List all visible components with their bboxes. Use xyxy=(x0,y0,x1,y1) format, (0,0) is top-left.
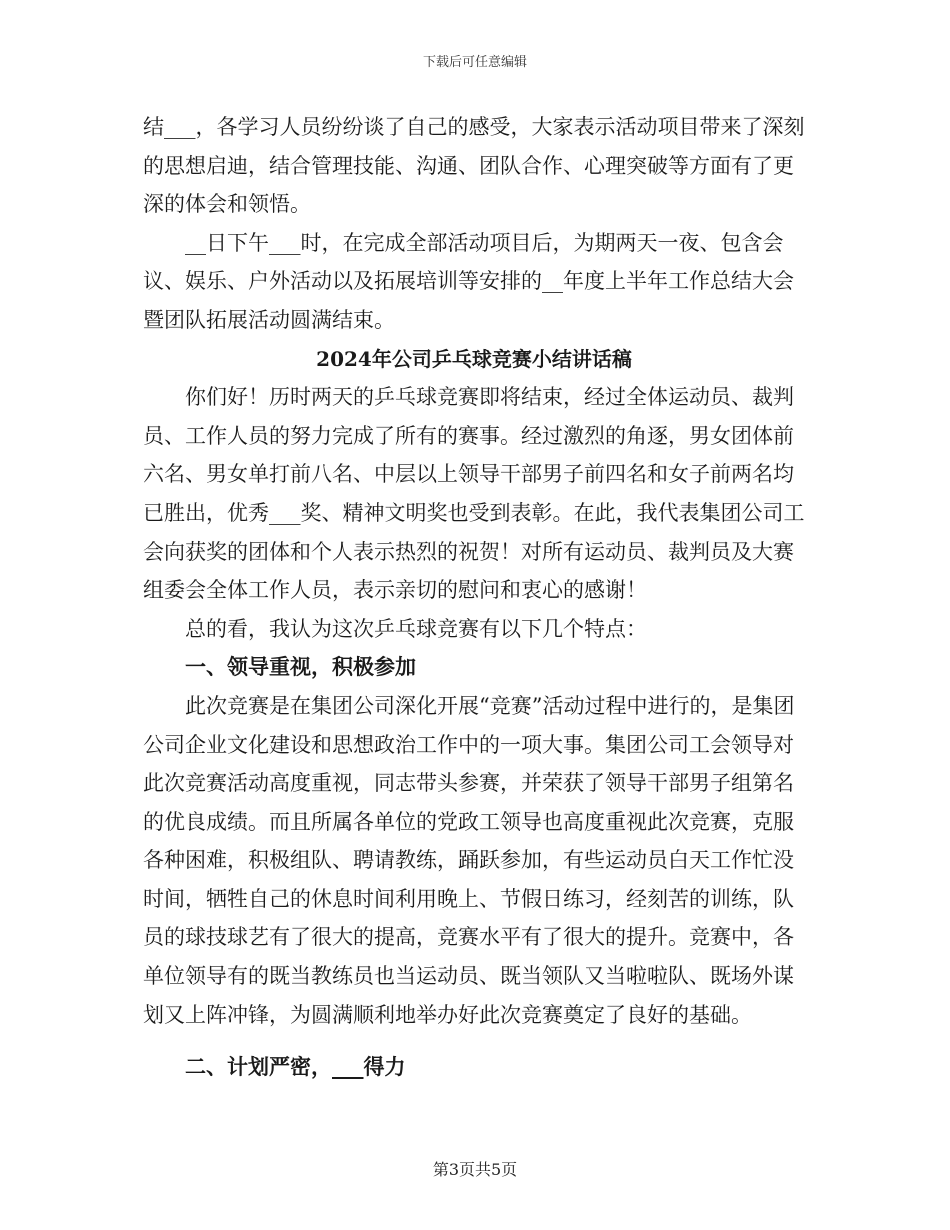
section-heading-2: 二、计划严密，___得力 xyxy=(185,1054,406,1080)
document-body xyxy=(143,108,805,1087)
section-heading-1: 一、领导重视，积极参加 xyxy=(185,654,416,680)
document-title: 2024年公司乒乓球竞赛小结讲话稿 xyxy=(316,346,632,371)
paragraph-leadership: 此次竞赛是在集团公司深化开展“竞赛”活动过程中进行的，是集团公司企业文化建设和思想政治工作中的一项大事。集团公司工会领导对此次竞赛活动高度重视，同志带头参赛，并荣获了领导干部男子组第名的优良成绩。而且所属各单位的党政工领导也高度重视此次竞赛，克服各种困难，积极组队、聘请教练，踊跃参加，有些运动员白天工作忙没时间，牺牲自己的休息时间利用晚上、节假日练习，经刻苦的训练，队员的球技球艺有了很大的提高，竞赛水平有了很大的提升。竞赛中，各单位领导有的既当教练员也当运动员、既当领队又当啦啦队、既场外谋划又上阵冲锋，为圆满顺利地举办好此次竞赛奠定了良好的基础。 xyxy=(143,693,795,1027)
paragraph-features-intro: 总的看，我认为这次乒乓球竞赛有以下几个特点： xyxy=(185,616,647,641)
page-header: 下载后可任意编辑 xyxy=(422,55,527,70)
paragraph-greeting: 你们好！历时两天的乒乓球竞赛即将结束，经过全体运动员、裁判员、工作人员的努力完成了所有的赛事。经过激烈的角逐，男女团体前六名、男女单打前八名、中层以上领导干部男子前四名和女子前两名均已胜出，优秀___奖、精神文明奖也受到表彰。在此，我代表集团公司工会向获奖的团体和个人表示热烈的祝贺！对所有运动员、裁判员及大赛组委会全体工作人员，表示亲切的慰问和衷心的感谢！ xyxy=(143,385,805,603)
page-number: 第3页共5页 xyxy=(432,1160,518,1179)
paragraph-activity-end: __日下午___时，在完成全部活动项目后，为期两天一夜、包含会议、娱乐、户外活动以及拓展培训等安排的__年度上半年工作总结大会暨团队拓展活动圆满结束。 xyxy=(143,230,794,332)
paragraph-activity-summary: 结___，各学习人员纷纷谈了自己的感受，大家表示活动项目带来了深刻的思想启迪，结合管理技能、沟通、团队合作、心理突破等方面有了更深的体会和领悟。 xyxy=(143,115,805,217)
